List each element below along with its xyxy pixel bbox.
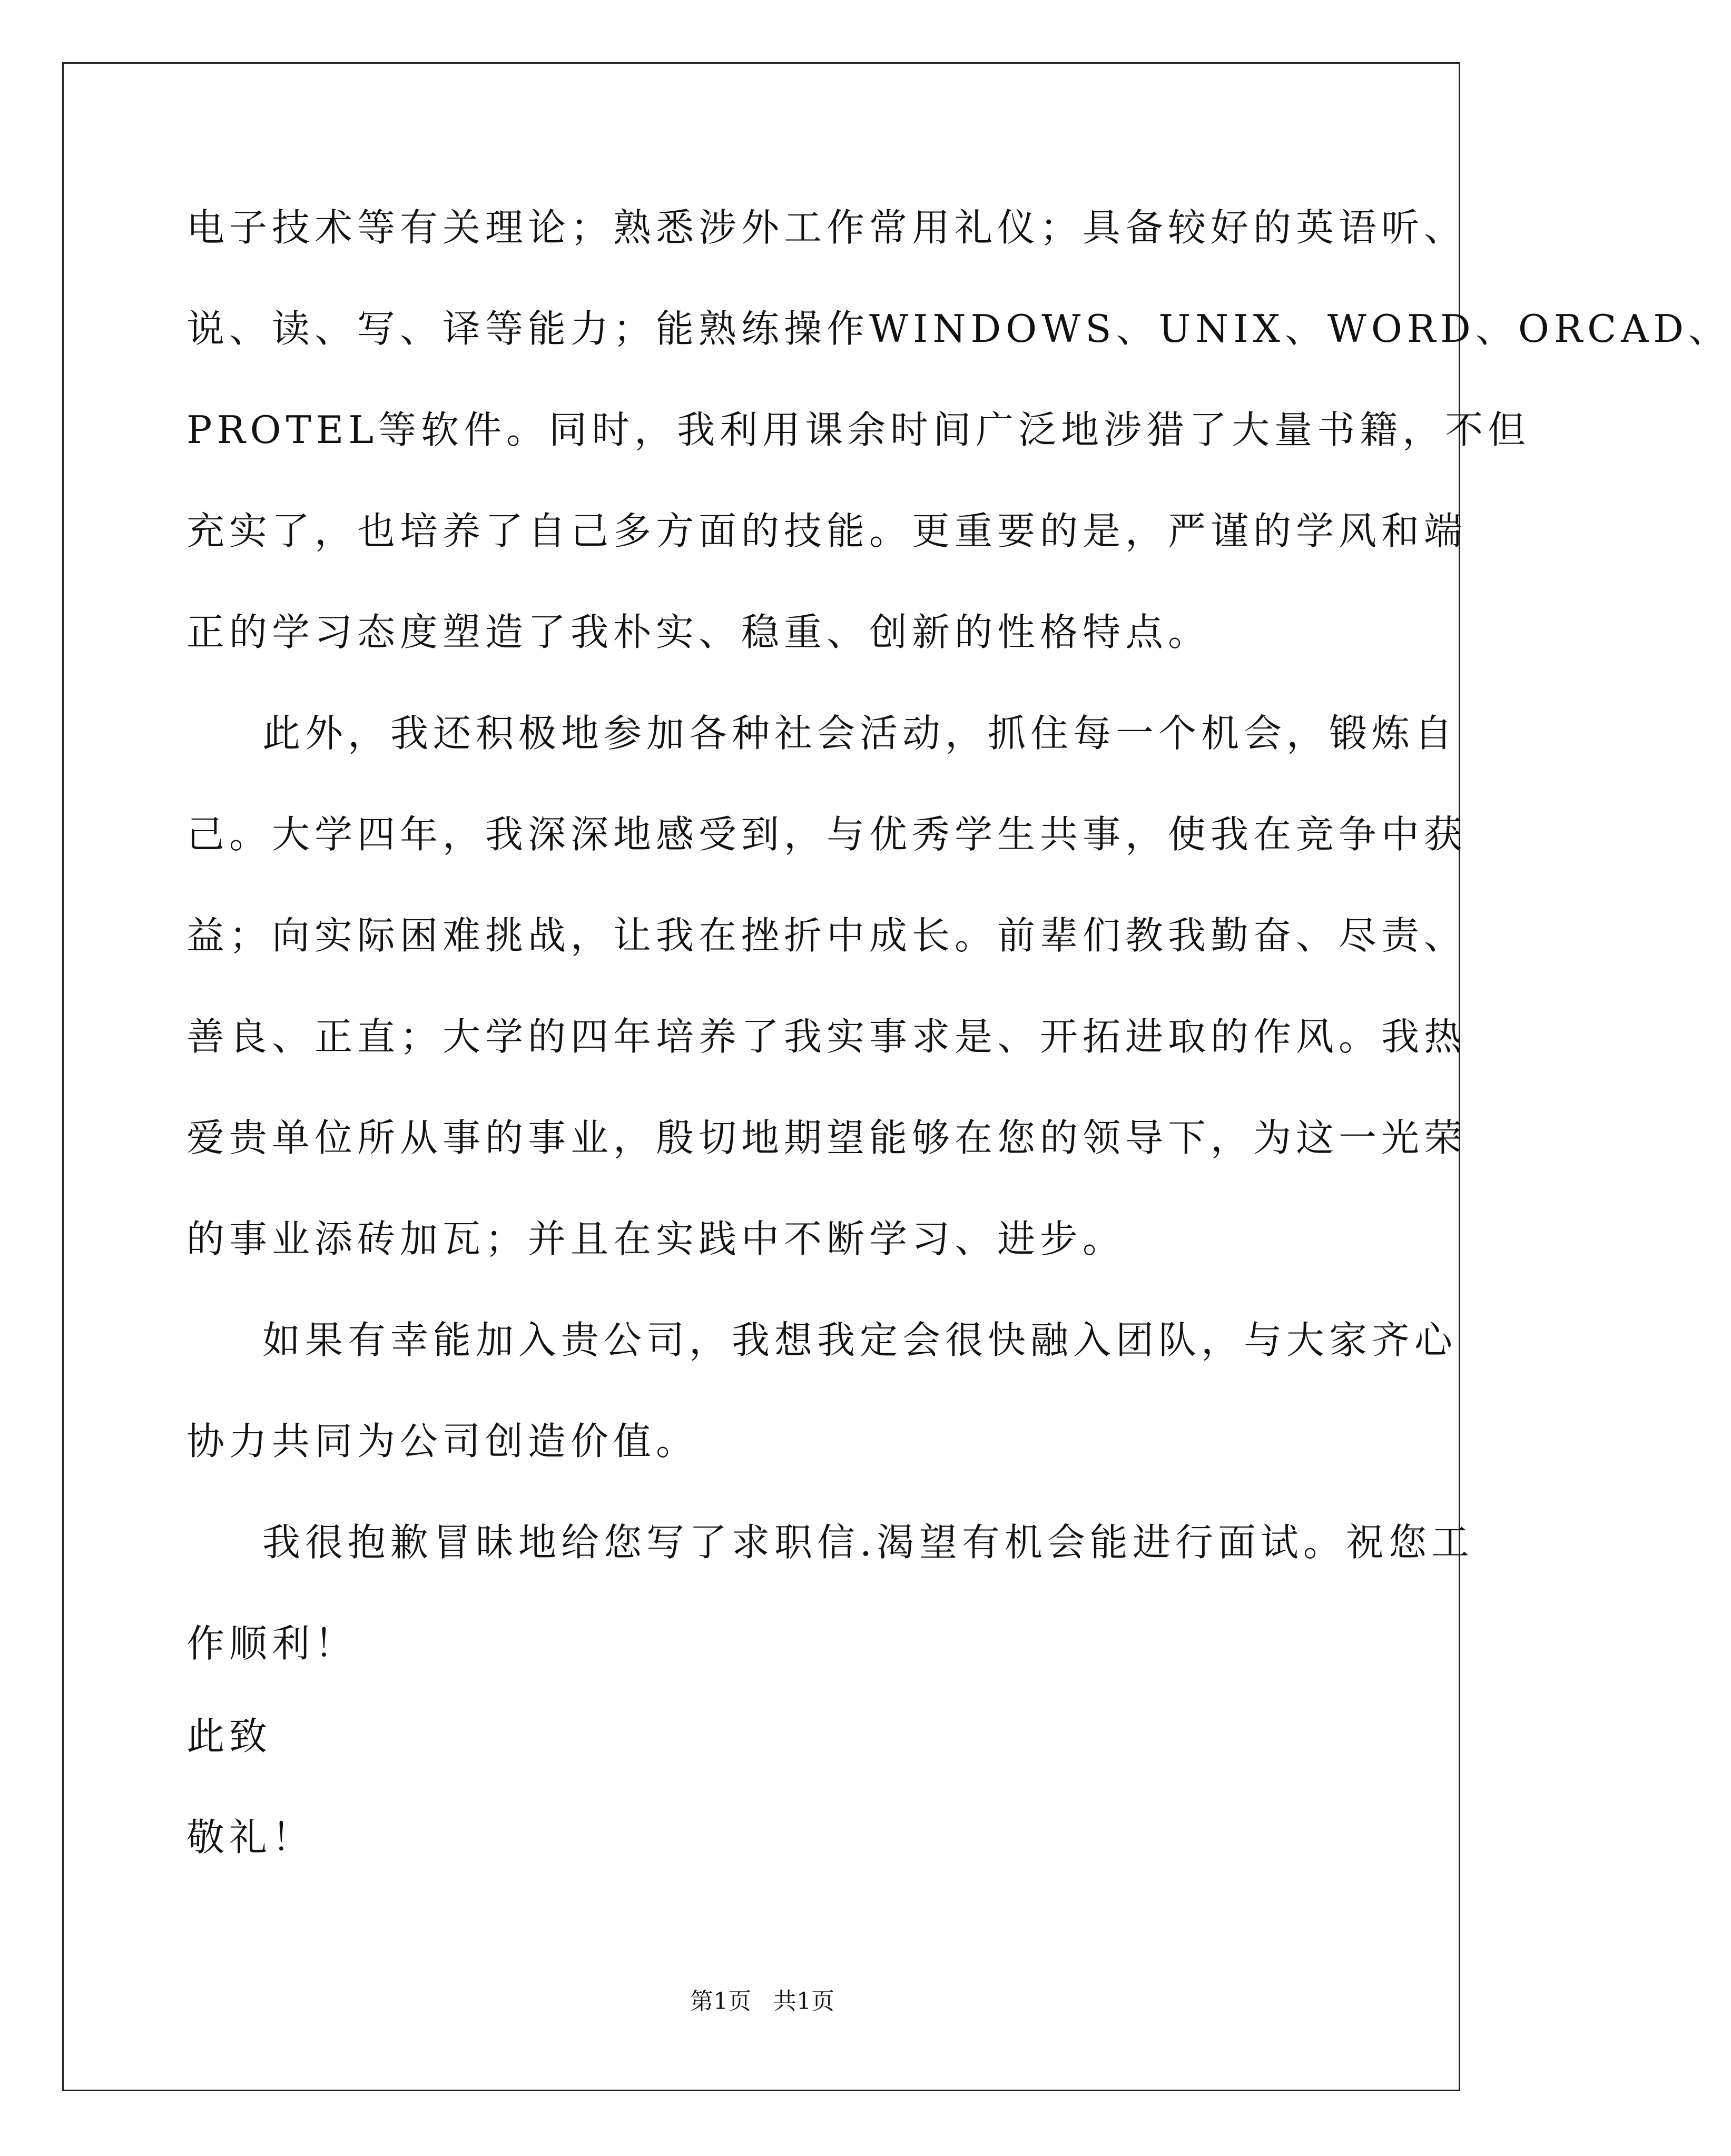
page-border: [62, 62, 1460, 2091]
paragraph-start-line: 我很抱歉冒昧地给您写了求职信.渴望有机会能进行面试。祝您工: [262, 1520, 1474, 1564]
body-line: 作顺利！: [186, 1621, 358, 1666]
body-line: 说、读、写、译等能力；能熟练操作WINDOWS、UNIX、WORD、ORCAD、: [186, 307, 1731, 351]
paragraph-start-line: 此外，我还积极地参加各种社会活动，抓住每一个机会，锻炼自: [262, 711, 1458, 755]
body-line: 的事业添砖加瓦；并且在实践中不断学习、进步。: [186, 1217, 1126, 1261]
body-line: 正的学习态度塑造了我朴实、稳重、创新的性格特点。: [186, 610, 1211, 654]
body-line: 善良、正直；大学的四年培养了我实事求是、开拓进取的作风。我热: [186, 1015, 1467, 1059]
body-line: PROTEL等软件。同时，我利用课余时间广泛地涉猎了大量书籍，不但: [186, 408, 1531, 452]
body-line: 益；向实际困难挑战，让我在挫折中成长。前辈们教我勤奋、尽责、: [186, 913, 1467, 958]
body-line: 协力共同为公司创造价值。: [186, 1419, 699, 1463]
paragraph-start-line: 如果有幸能加入贵公司，我想我定会很快融入团队，与大家齐心: [262, 1318, 1458, 1362]
closing-regards: 敬礼！: [186, 1815, 315, 1859]
body-line: 充实了，也培养了自己多方面的技能。更重要的是，严谨的学风和端: [186, 509, 1467, 553]
body-line: 己。大学四年，我深深地感受到，与优秀学生共事，使我在竞争中获: [186, 812, 1467, 857]
body-line: 爱贵单位所从事的事业，殷切地期望能够在您的领导下，为这一光荣: [186, 1116, 1467, 1160]
body-line: 电子技术等有关理论；熟悉涉外工作常用礼仪；具备较好的英语听、: [186, 205, 1467, 250]
closing-salutation: 此致: [186, 1714, 272, 1758]
page-number-footer: 第1页 共1页: [690, 1988, 834, 2015]
